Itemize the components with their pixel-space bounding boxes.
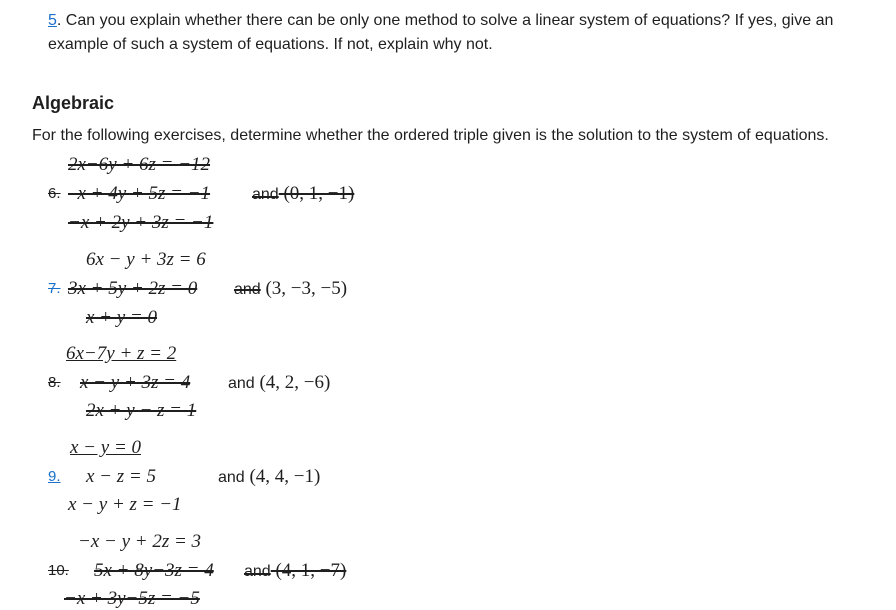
exercise-7-equation-1: 6x − y + 3z = 6	[86, 249, 206, 270]
exercise-7-equation-2: 3x + 5y + 2z = 0	[68, 278, 198, 299]
question-5	[48, 9, 878, 57]
exercise-9-triple: and (4, 4, −1)	[218, 466, 321, 487]
exercise-10-equation-3: −x + 3y−5z = −5	[64, 588, 200, 609]
exercise-8-equation-2: x − y + 3z = 4	[80, 372, 191, 393]
exercise-10-triple: and (4, 1, −7)	[244, 560, 347, 581]
question-5-number-link[interactable]: 5	[48, 12, 57, 29]
exercise-10-equation-2: 5x + 8y−3z = 4	[94, 560, 214, 581]
exercise-7-equation-3: x + y = 0	[86, 307, 158, 328]
exercise-8-number: 8.	[48, 374, 61, 391]
exercise-9-number-link[interactable]: 9.	[48, 468, 61, 485]
exercise-6-triple: and (0, 1, −1)	[252, 183, 355, 204]
exercise-9-equation-3: x − y + z = −1	[68, 494, 182, 515]
exercise-9-equation-1: x − y = 0	[70, 437, 142, 458]
exercise-7-triple: and (3, −3, −5)	[234, 278, 348, 299]
section-heading: Algebraic	[32, 93, 115, 113]
exercise-7-number-link[interactable]: 7.	[48, 280, 61, 297]
exercise-6-number: 6.	[48, 185, 61, 202]
exercise-6-equation-2: x + 4y + 5z = −1	[77, 183, 211, 204]
exercise-6-equation-1: 2x−6y + 6z = −12	[68, 154, 211, 175]
exercise-9-equation-2: x − z = 5	[86, 466, 156, 487]
exercise-10-number: 10.	[48, 562, 69, 579]
exercise-10-equation-1: −x − y + 2z = 3	[78, 531, 202, 552]
exercise-8-equation-3: 2x + y − z = 1	[86, 400, 197, 421]
question-5-text: . Can you explain whether there can be only one method to solve a linear system of equations? If yes, give an example of such a system of equations. If not, explain why not.	[48, 12, 834, 53]
exercise-6-equation-3: −x + 2y + 3z = −1	[68, 212, 214, 233]
exercise-8-triple: and (4, 2, −6)	[228, 372, 331, 393]
exercise-8-equation-1: 6x−7y + z = 2	[66, 343, 177, 364]
section-instructions: For the following exercises, determine whether the ordered triple given is the solution to the system of equations.	[32, 127, 829, 144]
